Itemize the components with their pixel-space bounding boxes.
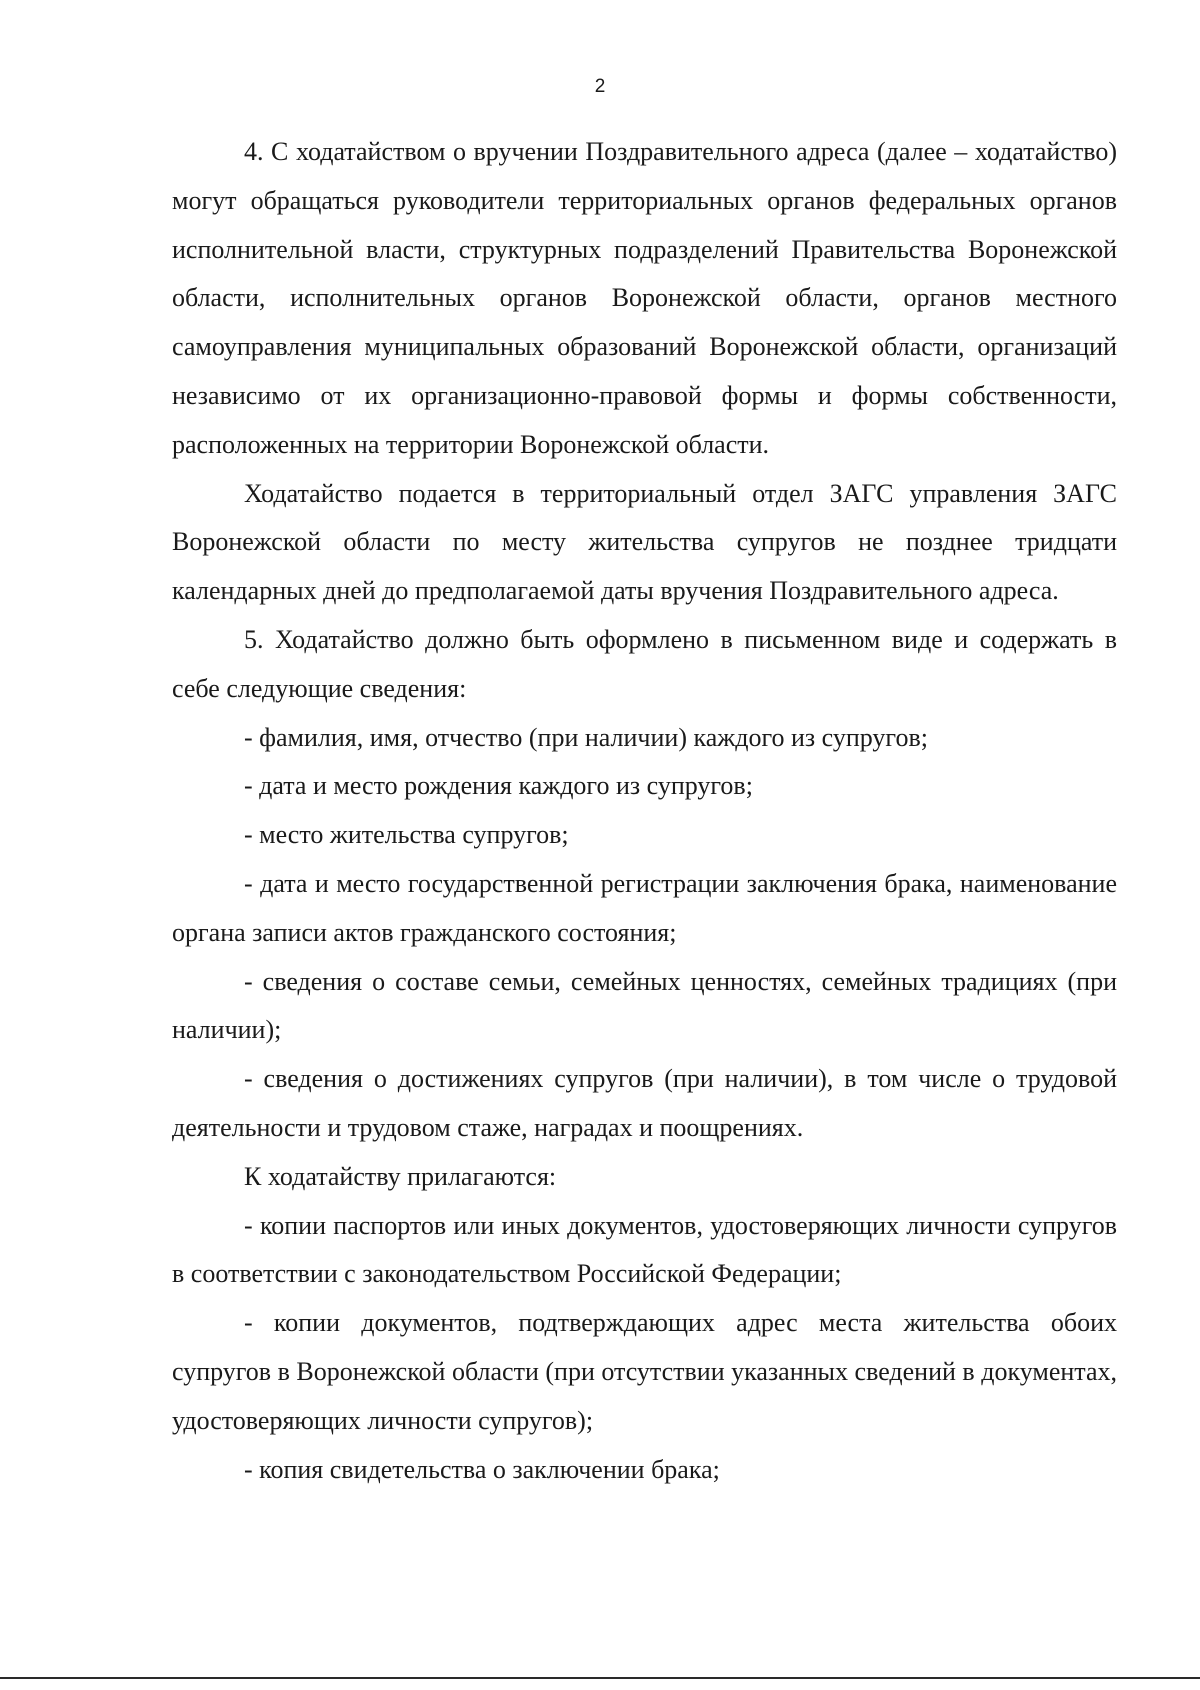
list-item-birth-date-place: - дата и место рождения каждого из супругов; — [244, 771, 753, 801]
paragraph-petition-content: 5. Ходатайство должно быть оформлено в письменном виде и содержать в себе следующие сведения: — [172, 624, 1117, 703]
list-item-passport-copies: - копии паспортов или иных документов, удостоверяющих личности супругов в соответствии с законодательством Российской Федерации; — [172, 1210, 1117, 1289]
paragraph-petition-applicants: 4. С ходатайством о вручении Поздравительного адреса (далее – ходатайство) могут обращаться руководители территориальных органов федеральных органов исполнительной власти, структурных подразделений Правительства Воронежской области, исполнительных органов Воронежской области, органов местного самоуправления муниципальных образований Воронежской области, организаций независимо от их организационно-правовой формы и формы собственности, расположенных на территории Воронежской области. — [172, 137, 1117, 459]
footer-scan-line — [0, 1677, 1200, 1679]
page-number: 2 — [594, 76, 606, 97]
list-item-address-documents: - копии документов, подтверждающих адрес места жительства обоих супругов в Воронежской области (при отсутствии указанных сведений в документах, удостоверяющих личности супругов); — [172, 1308, 1117, 1435]
list-item-family-info: - сведения о составе семьи, семейных ценностях, семейных традициях (при наличии); — [172, 966, 1117, 1045]
list-item-marriage-registration: - дата и место государственной регистрации заключения брака, наименование органа записи актов гражданского состояния; — [172, 868, 1117, 947]
document-body — [172, 128, 1117, 1494]
list-item-full-name: - фамилия, имя, отчество (при наличии) каждого из супругов; — [244, 722, 928, 752]
paragraph-attachments-heading: К ходатайству прилагаются: — [244, 1161, 557, 1191]
list-item-achievements: - сведения о достижениях супругов (при наличии), в том числе о трудовой деятельности и трудовом стаже, наградах и поощрениях. — [172, 1064, 1117, 1142]
list-item-residence: - место жительства супругов; — [244, 820, 569, 850]
list-item-marriage-certificate: - копия свидетельства о заключении брака; — [244, 1454, 720, 1484]
paragraph-petition-submission: Ходатайство подается в территориальный отдел ЗАГС управления ЗАГС Воронежской области по месту жительства супругов не позднее тридцати календарных дней до предполагаемой даты вручения Поздравительного адреса. — [172, 478, 1117, 606]
